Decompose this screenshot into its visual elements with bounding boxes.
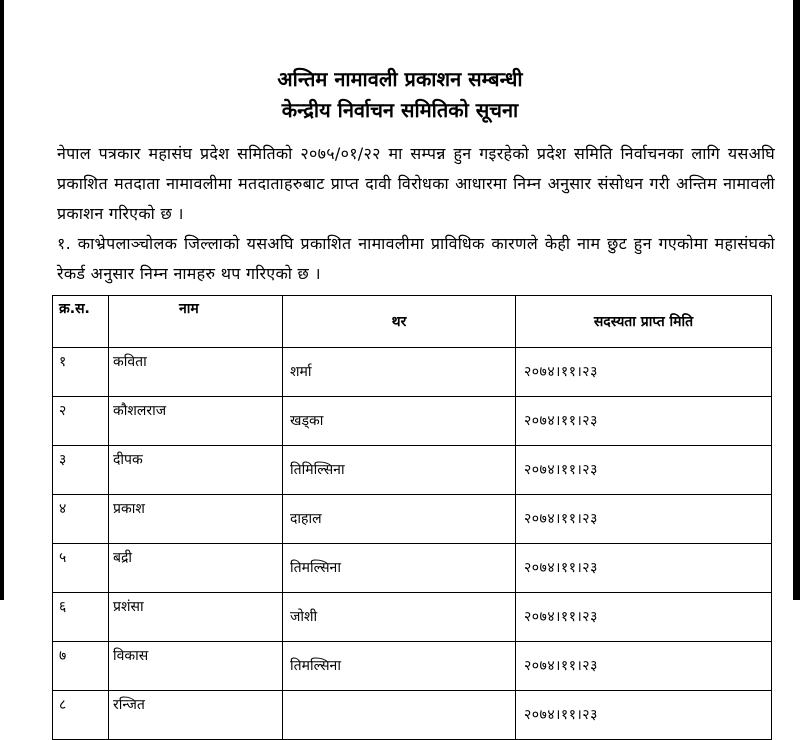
table-row — [53, 446, 772, 495]
header-name: नाम — [109, 296, 283, 348]
cell-serial-number: ६ — [53, 593, 109, 642]
cell-membership-date: २०७४।११।२३ — [516, 642, 772, 691]
cell-serial-number: ८ — [53, 691, 109, 740]
cell-serial-number: ७ — [53, 642, 109, 691]
header-surname: थर — [283, 296, 516, 348]
header-membership-date: सदस्यता प्राप्त मिति — [516, 296, 772, 348]
cell-serial-number: ५ — [53, 544, 109, 593]
table-row — [53, 544, 772, 593]
cell-name: कौशलराज — [109, 397, 283, 446]
cell-name: रन्जित — [109, 691, 283, 740]
cell-name: बद्री — [109, 544, 283, 593]
notice-subtitle: केन्द्रीय निर्वाचन समितिको सूचना — [281, 98, 519, 122]
table-row — [53, 397, 772, 446]
cell-name: प्रशंसा — [109, 593, 283, 642]
cell-name: कविता — [109, 348, 283, 397]
cell-membership-date: २०७४।११।२३ — [516, 593, 772, 642]
notice-paragraph-point-1: १. काभ्रेपलाञ्चोलक जिल्लाको यसअघि प्रकाशित नामावलीमा प्राविधिक कारणले केही नाम छुट हुन गएकोमा महासंघको रेकर्ड अनुसार निम्न नामहरु थप गरिएको छ । — [57, 234, 775, 283]
cell-serial-number: १ — [53, 348, 109, 397]
notice-title: अन्तिम नामावली प्रकाशन सम्बन्धी — [277, 67, 523, 91]
cell-surname — [283, 691, 516, 740]
cell-surname: खड्का — [283, 397, 516, 446]
cell-surname: तिमल्सिना — [283, 544, 516, 593]
cell-membership-date: २०७४।११।२३ — [516, 495, 772, 544]
cell-name: प्रकाश — [109, 495, 283, 544]
cell-name: दीपक — [109, 446, 283, 495]
cell-surname: शर्मा — [283, 348, 516, 397]
cell-surname: तिमल्सिना — [283, 642, 516, 691]
table-row — [53, 348, 772, 397]
cell-surname: तिमिल्सिना — [283, 446, 516, 495]
cell-membership-date: २०७४।११।२३ — [516, 544, 772, 593]
header-serial-number: क्र.स. — [53, 296, 109, 348]
cell-name: विकास — [109, 642, 283, 691]
table-row — [53, 642, 772, 691]
cell-serial-number: ४ — [53, 495, 109, 544]
cell-membership-date: २०७४।११।२३ — [516, 397, 772, 446]
cell-surname: जोशी — [283, 593, 516, 642]
table-header-row — [53, 296, 772, 348]
table-row — [53, 691, 772, 740]
cell-serial-number: ३ — [53, 446, 109, 495]
cell-membership-date: २०७४।११।२३ — [516, 446, 772, 495]
cell-membership-date: २०७४।११।२३ — [516, 348, 772, 397]
table-row — [53, 495, 772, 544]
member-table — [52, 295, 772, 740]
notice-paragraph-intro: नेपाल पत्रकार महासंघ प्रदेश समितिको २०७५/०१/२२ मा सम्पन्न हुन गइरहेको प्रदेश समिति निर्वाचनका लागि यसअघि प्रकाशित मतदाता नामावलीमा मतदाताहरुबाट प्राप्त दावी विरोधका आधारमा निम्न अनुसार संसोधन गरी अन्तिम नामावली प्रकाशन गरिएको छ । — [57, 144, 775, 223]
cell-serial-number: २ — [53, 397, 109, 446]
cell-surname: दाहाल — [283, 495, 516, 544]
cell-membership-date: २०७४।११।२३ — [516, 691, 772, 740]
